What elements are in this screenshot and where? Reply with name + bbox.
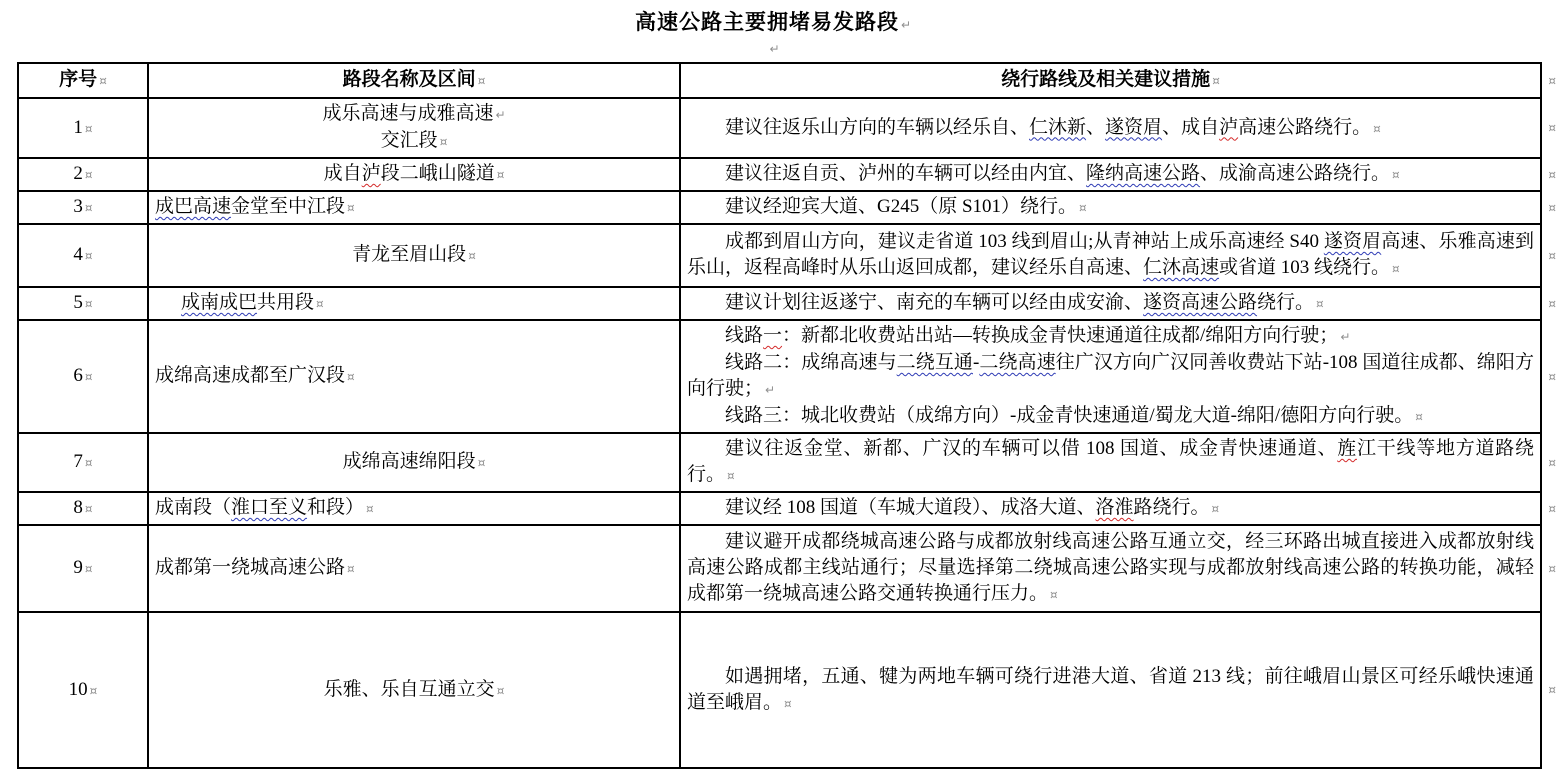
text-run: 高速公路绕行。 [1238,116,1372,138]
cell-detour-advice[interactable] [680,158,1556,191]
cell-section-name[interactable] [148,158,680,191]
cell-end-mark: ¤ [496,168,505,182]
flagged-text-blue: 遂资眉 [1323,231,1382,252]
text-run: 共用段 [257,292,315,313]
row-end-mark: ¤ [1548,455,1556,470]
text-run: 线路三：城北收费站（成绵方向）-成金青快速通道/蜀龙大道-绵阳/德阳方向行驶。 [725,405,1414,426]
cell-end-mark: ¤ [84,297,93,311]
paragraph [155,555,673,582]
text-run: 和段） [307,497,365,518]
paragraph [687,229,1534,282]
text-run: 成绵高速成都至广汉段 [155,365,346,386]
cell-section-name[interactable] [148,287,680,320]
text-run: 或省道 103 线绕行。 [1219,257,1391,278]
paragraph [155,194,673,221]
cell-row-number[interactable] [18,433,148,492]
flagged-text-blue: 成南成巴 [181,292,258,313]
paragraph [155,677,673,704]
cell-row-number[interactable] [18,525,148,612]
row-number: 9 [73,557,83,578]
cell-end-mark: ¤ [84,201,93,215]
paragraph [155,242,673,269]
cell-end-mark: ¤ [347,562,355,576]
row-end-mark: ¤ [1548,296,1556,311]
paragraph-mark: ↵ [1340,330,1351,344]
cell-end-mark: ¤ [1316,297,1324,311]
paragraph-mark: ↵ [900,18,913,32]
flagged-text-red: 洛淮 [1095,497,1134,518]
text-run: 线路二：成绵高速与 [725,352,897,373]
congestion-table [17,62,1556,769]
header-cell-index[interactable] [18,63,148,98]
paragraph [155,290,673,317]
text-run: 乐雅、乐自互通立交 [323,678,495,700]
paragraph [687,115,1534,142]
row-end-mark: ¤ [1548,200,1556,215]
page-title[interactable]: 高速公路主要拥堵易发路段 [634,10,899,34]
text-run: 建议往返金堂、新都、广汉的车辆可以借 108 国道、成金青快速通道、 [725,438,1338,459]
paragraph [155,495,673,522]
empty-paragraph [0,36,1547,62]
cell-end-mark: ¤ [1415,410,1423,424]
cell-detour-advice[interactable] [680,525,1556,612]
cell-end-mark: ¤ [84,562,93,576]
table-body [18,98,1556,768]
cell-detour-advice[interactable] [680,224,1556,287]
cell-end-mark: ¤ [84,502,93,516]
flagged-text-red: 旌 [1337,438,1357,459]
row-end-mark: ¤ [1548,561,1556,576]
text-run: 成乐高速与成雅高速 [322,103,494,124]
flagged-text-blue: 遂资眉 [1105,116,1163,138]
text-run: 金堂至中江段 [231,196,346,217]
paragraph [687,323,1534,350]
cell-detour-advice[interactable] [680,98,1556,158]
flagged-text-blue: 成巴高速 [155,196,232,217]
text-run: 、成自 [1162,116,1220,138]
table-row [18,612,1541,768]
cell-section-name[interactable] [148,433,680,492]
cell-detour-advice[interactable] [680,612,1556,768]
table-row [18,433,1541,492]
cell-end-mark: ¤ [84,456,93,470]
table-row [18,320,1541,433]
text-run: 建议往返乐山方向的车辆以经乐自、 [725,116,1030,138]
cell-end-mark: ¤ [99,74,107,88]
paragraph-mark: ↵ [765,383,776,397]
paragraph [687,161,1534,188]
header-label: 序号 [59,69,98,90]
text-run: 成都到眉山方向，建议走省道 103 线到眉山;从青神站上成乐高速经 S40 [725,231,1324,252]
paragraph [155,161,673,188]
text-run: 建议计划往返遂宁、南充的车辆可以经由成安渝、 [725,292,1144,313]
paragraph [687,495,1534,522]
header-label: 路段名称及区间 [342,69,476,90]
cell-end-mark: ¤ [1211,502,1220,516]
cell-end-mark: ¤ [1392,262,1400,276]
cell-end-mark: ¤ [347,201,355,215]
paragraph [687,403,1534,430]
header-label: 绕行路线及相关建议措施 [1001,69,1211,90]
cell-end-mark: ¤ [1079,201,1087,215]
cell-row-number[interactable] [18,320,148,433]
text-run: 、 [1086,116,1106,138]
text-run: 建议经 108 国道（车城大道段）、成洛大道、 [725,497,1096,518]
cell-row-number[interactable] [18,287,148,320]
cell-row-number[interactable] [18,612,148,768]
cell-end-mark: ¤ [84,121,93,136]
paragraph [155,101,673,128]
flagged-text-red: 泸 [1219,116,1239,138]
row-number: 10 [68,678,88,700]
header-row [18,63,1541,98]
row-number: 5 [73,292,83,313]
paragraph [687,194,1534,221]
text-run: 成绵高速绵阳段 [342,451,476,472]
text-run: 如遇拥堵，五通、犍为两地车辆可绕行进港大道、省道 213 线；前往峨眉山景区可经乐峨快速通道至峨眉。 [687,665,1534,713]
table-row [18,191,1541,224]
cell-detour-advice[interactable] [680,320,1556,433]
row-number: 4 [73,244,83,265]
text-run: 江干线等地方道路绕行。 [687,438,1534,485]
cell-row-number[interactable] [18,492,148,525]
cell-row-number[interactable] [18,158,148,191]
paragraph [687,436,1534,489]
row-end-mark: ¤ [1548,121,1556,135]
flagged-text-blue: 隆纳高速公路 [1086,163,1201,184]
cell-row-number[interactable] [18,98,148,158]
cell-section-name[interactable] [148,224,680,287]
cell-detour-advice[interactable] [680,287,1556,320]
text-run: 建议避开成都绕城高速公路与成都放射线高速公路互通立交，经三环路出城直接进入成都放射线高速公路成都主线站通行；尽量选择第二绕城高速公路实现与成都放射线高速公路的转换功能，减轻成都第一绕城高速公路交通转换通行压力。 [687,531,1534,604]
paragraph [687,290,1534,317]
cell-section-name[interactable] [148,320,680,433]
row-number: 1 [73,116,83,138]
cell-section-name[interactable] [148,612,680,768]
table-row [18,158,1541,191]
row-number: 7 [73,451,83,472]
table-row [18,224,1541,287]
paragraph [155,449,673,476]
paragraph-mark: ↵ [495,108,506,122]
cell-section-name[interactable] [148,525,680,612]
flagged-text-blue: 仁沐高速 [1143,257,1220,278]
row-end-mark: ¤ [1548,683,1556,697]
text-run: 高速、乐雅高速到乐山，返程高峰时从乐山返回成都，建议经乐自高速、 [687,231,1534,278]
cell-end-mark: ¤ [84,249,93,263]
text-run: 段二峨山隧道 [380,163,495,184]
cell-end-mark: ¤ [784,696,792,711]
text-run: 建议经迎宾大道、G245（原 S101）绕行。 [725,196,1078,217]
paragraph [155,128,673,155]
cell-detour-advice[interactable] [680,433,1556,492]
flagged-text-blue: 遂资高速公路 [1143,292,1258,313]
cell-end-mark: ¤ [89,683,98,698]
text-run: 青龙至眉山段 [352,244,467,265]
table-row [18,525,1541,612]
paragraph [155,363,673,390]
text-run: - [972,352,980,373]
cell-end-mark: ¤ [316,297,324,311]
flagged-text-blue: 二绕互通 [896,352,973,373]
cell-end-mark: ¤ [84,168,93,182]
cell-detour-advice[interactable] [680,492,1556,525]
cell-end-mark: ¤ [366,502,374,516]
header-cell-detour[interactable] [680,63,1556,98]
cell-end-mark: ¤ [468,249,476,263]
text-run: 成南段（ [155,497,232,518]
paragraph [687,529,1534,608]
row-number: 3 [73,196,83,217]
cell-detour-advice[interactable] [680,191,1556,224]
cell-end-mark: ¤ [1212,74,1220,88]
paragraph [687,350,1534,403]
cell-end-mark: ¤ [1392,168,1400,182]
cell-end-mark: ¤ [1373,121,1381,136]
text-run: 、成渝高速公路绕行。 [1200,163,1391,184]
text-run: 线路 [725,325,764,346]
row-end-mark: ¤ [1548,501,1556,516]
row-end-mark: ¤ [1548,369,1556,384]
text-run: 交汇段 [380,130,438,151]
cell-section-name[interactable] [148,492,680,525]
cell-row-number[interactable] [18,191,148,224]
text-run: 路绕行。 [1133,497,1210,518]
title-row [0,8,1547,36]
cell-end-mark: ¤ [477,456,486,470]
row-end-mark: ¤ [1548,73,1556,88]
row-number: 8 [73,497,83,518]
cell-row-number[interactable] [18,224,148,287]
row-end-mark: ¤ [1548,248,1556,263]
row-number: 2 [73,163,83,184]
flagged-text-blue: 二绕高速 [979,352,1056,373]
table-row [18,287,1541,320]
flagged-text-red: 泸 [361,163,381,184]
cell-end-mark: ¤ [496,683,505,698]
cell-end-mark: ¤ [347,370,355,384]
cell-end-mark: ¤ [1050,588,1058,602]
row-end-mark: ¤ [1548,167,1556,182]
table-row [18,98,1541,158]
flagged-text-red: 一 [763,325,783,346]
text-run: 建议往返自贡、泸州的车辆可以经由内宜、 [725,163,1087,184]
flagged-text-blue: 淮口至义 [231,497,308,518]
cell-end-mark: ¤ [84,370,93,384]
text-run: 成自 [323,163,362,184]
cell-end-mark: ¤ [439,135,448,149]
table-header [18,63,1556,98]
text-run: 成都第一绕城高速公路 [155,557,346,578]
paragraph-mark: ↵ [769,42,780,56]
cell-section-name[interactable] [148,98,680,158]
cell-end-mark: ¤ [727,469,735,483]
flagged-text-blue: 仁沐新 [1029,116,1087,138]
row-number: 6 [73,365,83,386]
cell-section-name[interactable] [148,191,680,224]
text-run: 往广汉方向广汉同善收费站下站-108 国道往成都、绵阳方向行驶； [687,352,1534,399]
text-run: ：新都北收费站出站—转换成金青快速通道往成都/绵阳方向行驶； [782,325,1339,346]
paragraph [687,664,1534,717]
cell-end-mark: ¤ [477,74,486,88]
header-cell-section-name[interactable] [148,63,680,98]
table-row [18,492,1541,525]
text-run: 绕行。 [1257,292,1315,313]
